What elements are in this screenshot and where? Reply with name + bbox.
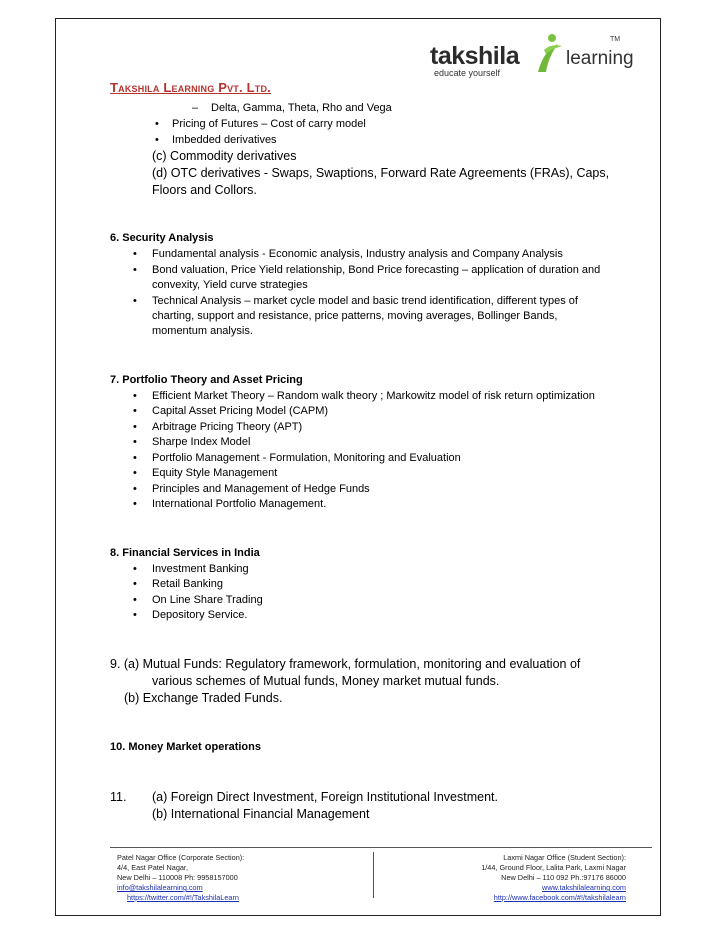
intro-bullet: Pricing of Futures – Cost of carry model [172,118,366,130]
footer-left-title: Patel Nagar Office (Corporate Section): [117,853,245,862]
list-item: Fundamental analysis - Economic analysis, Industry analysis and Company Analysis [152,248,563,260]
footer-right-title: Laxmi Nagar Office (Student Section): [503,853,626,862]
footer-left-address: 4/4, East Patel Nagar, [117,863,188,872]
bullet-icon: • [133,436,137,448]
list-item: Sharpe Index Model [152,436,251,448]
section-heading: 7. Portfolio Theory and Asset Pricing [110,374,303,386]
bullet-icon: • [133,264,137,276]
intro-dash-item: Delta, Gamma, Theta, Rho and Vega [211,102,392,114]
bullet-icon: • [133,498,137,510]
intro-d-line1: (d) OTC derivatives - Swaps, Swaptions, Forward Rate Agreements (FRAs), Caps, [152,166,610,180]
s9-line2: various schemes of Mutual funds, Money market mutual funds. [152,674,500,688]
company-name: Takshila Learning Pvt. Ltd. [110,80,271,95]
s9-line1: 9. (a) Mutual Funds: Regulatory framework, formulation, monitoring and evaluation of [110,657,581,671]
bullet-icon: • [133,248,137,260]
list-item: Retail Banking [152,578,223,590]
list-item: Technical Analysis – market cycle model and basic trend identification, different types of [152,295,578,307]
logo-tm: TM [610,36,621,43]
footer-facebook-link[interactable]: http://www.facebook.com/#!/takshilalearn [493,893,626,902]
dash-marker: – [192,102,199,114]
bullet-icon: • [155,118,159,130]
list-item: Investment Banking [152,563,249,575]
logo-swoosh-icon [534,32,564,74]
intro-c: (c) Commodity derivatives [152,149,297,163]
list-item: Arbitrage Pricing Theory (APT) [152,421,303,433]
bullet-icon: • [133,405,137,417]
footer-website-link[interactable]: www.takshilalearning.com [542,883,626,892]
bullet-icon: • [133,421,137,433]
bullet-icon: • [133,483,137,495]
list-item: Capital Asset Pricing Model (CAPM) [152,405,329,417]
list-item-cont: convexity, Yield curve strategies [152,279,308,291]
footer-divider [110,847,652,848]
s11-number: 11. [110,790,127,804]
bullet-icon: • [133,467,137,479]
list-item: International Portfolio Management. [152,498,327,510]
footer-left-phone: New Delhi – 110008 Ph: 9958157000 [117,873,238,882]
s9-line3: (b) Exchange Traded Funds. [124,691,283,705]
bullet-icon: • [133,563,137,575]
list-item: Efficient Market Theory – Random walk theory ; Markowitz model of risk return optimization [152,390,595,402]
takshila-logo [430,32,634,82]
intro-bullet: Imbedded derivatives [172,134,277,146]
list-item: Portfolio Management - Formulation, Monitoring and Evaluation [152,452,461,464]
list-item: Depository Service. [152,609,248,621]
footer-email-link[interactable]: info@takshilalearning.com [117,883,203,892]
bullet-icon: • [133,578,137,590]
bullet-icon: • [133,452,137,464]
footer-right-phone: New Delhi – 110 092 Ph.:97176 86000 [501,873,626,882]
section-heading: 6. Security Analysis [110,232,214,244]
logo-learning: learning [566,48,634,69]
bullet-icon: • [155,134,159,146]
footer-right-address: 1/44, Ground Floor, Lalita Park, Laxmi Nagar [481,863,626,872]
bullet-icon: • [133,390,137,402]
bullet-icon: • [133,609,137,621]
list-item: On Line Share Trading [152,594,263,606]
section-heading: 10. Money Market operations [110,741,261,753]
logo-word: takshila [430,42,520,70]
list-item: Equity Style Management [152,467,278,479]
list-item-cont: charting, support and resistance, price patterns, moving averages, Bollinger Bands, [152,310,558,322]
list-item: Principles and Management of Hedge Funds [152,483,370,495]
bullet-icon: • [133,295,137,307]
bullet-icon: • [133,594,137,606]
s11-b: (b) International Financial Management [152,807,370,821]
list-item-cont: momentum analysis. [152,325,253,337]
intro-d-line2: Floors and Collors. [152,183,257,197]
logo-tagline: educate yourself [434,68,501,78]
footer-column-divider [373,852,374,898]
list-item: Bond valuation, Price Yield relationship, Bond Price forecasting – application of duration and [152,264,601,276]
page-frame [55,18,661,916]
s11-a: (a) Foreign Direct Investment, Foreign Institutional Investment. [152,790,498,804]
footer-twitter-link[interactable]: https://twitter.com/#!/TakshilaLearn [127,893,239,902]
section-heading: 8. Financial Services in India [110,547,260,559]
